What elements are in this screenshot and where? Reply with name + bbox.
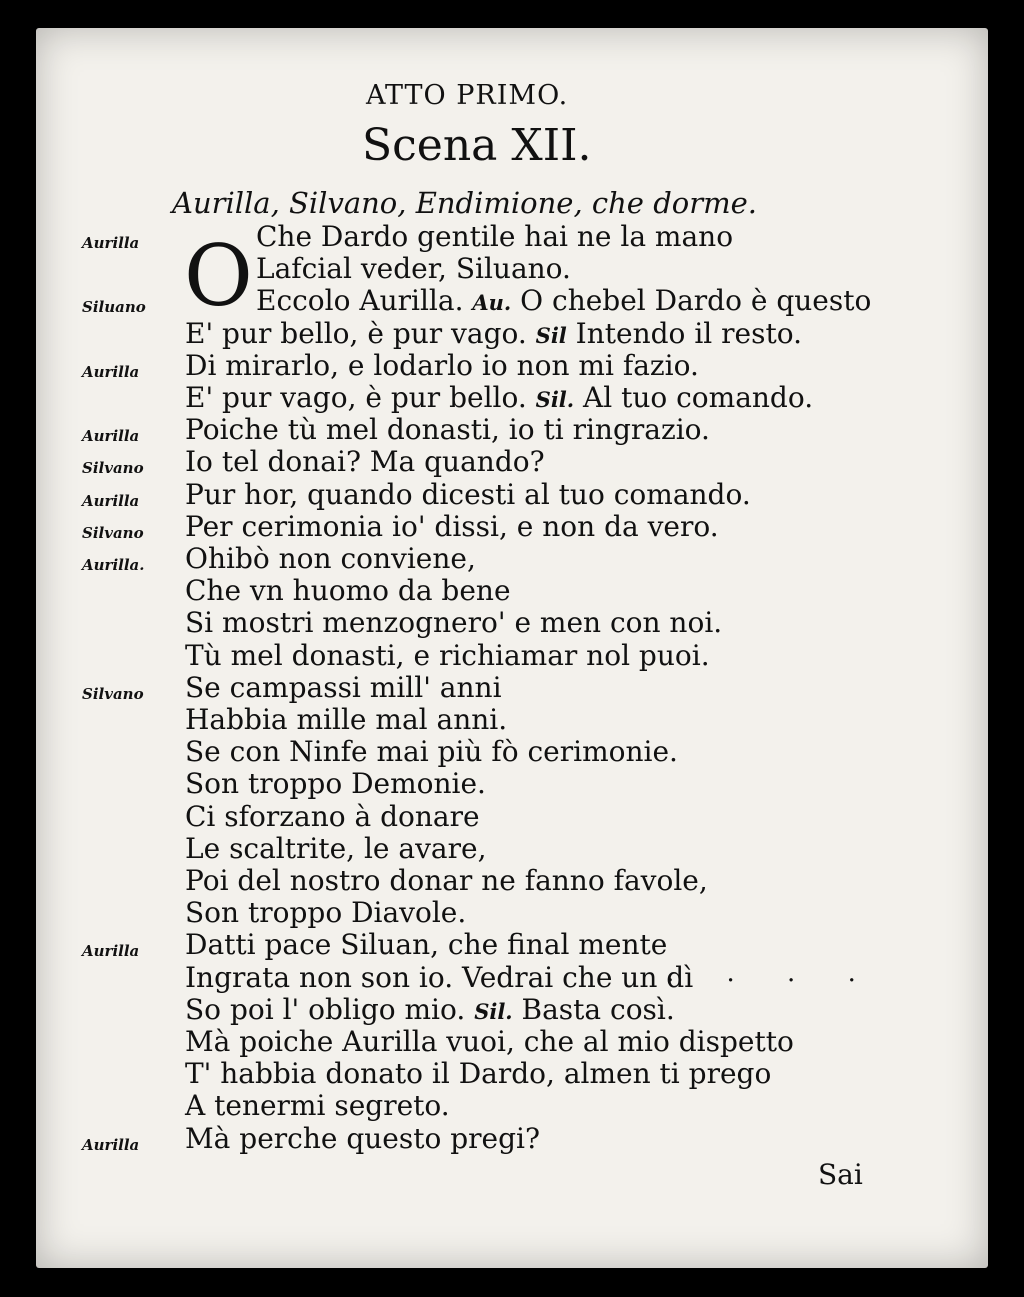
verse-line [185, 542, 476, 575]
line-text: Mà perche questo pregi? [185, 1121, 541, 1155]
verse-line [185, 864, 708, 897]
line-text: Pur hor, quando dicesti al tuo comando. [185, 477, 751, 511]
line-text: T' habbia donato il Dardo, almen ti prego [185, 1057, 772, 1091]
verse-line [185, 1089, 450, 1122]
line-text: Di mirarlo, e lodarlo io non mi fazio. [185, 348, 699, 382]
speaker-label: Aurilla [82, 1135, 140, 1154]
verse-line [185, 1057, 771, 1090]
verse-line [185, 574, 511, 607]
speaker-label: Siluano [82, 298, 146, 317]
verse-line [185, 445, 545, 478]
drop-cap: O [184, 227, 253, 325]
book-page [36, 28, 988, 1268]
verse-line [185, 896, 466, 929]
verse-line [185, 606, 722, 639]
character-list: Aurilla, Silvano, Endimione, che dorme. [172, 186, 757, 220]
line-text: Che Dardo gentile hai ne la mano [256, 220, 734, 253]
line-text: Per cerimonia io' dissi, e non da vero. [185, 509, 719, 543]
verse-line [185, 413, 710, 446]
line-text: A tenermi segreto. [185, 1089, 450, 1123]
speaker-label: Silvano [82, 523, 144, 542]
scene-title: Scena XII. [362, 120, 592, 171]
line-text: O chebel Dardo è questo [511, 284, 872, 318]
act-header: ATTO PRIMO. [366, 80, 569, 111]
line-text: Tù mel donasti, e richiamar nol puoi. [185, 638, 710, 672]
line-text: Se campassi mill' anni [185, 670, 502, 704]
verse-line [185, 349, 699, 382]
verse-line [185, 1122, 540, 1155]
verse-line [185, 767, 486, 800]
line-text: Ingrata non son io. Vedrai che un dì [185, 960, 694, 994]
verse-line [185, 381, 813, 414]
verse-line [185, 961, 693, 994]
line-text: Poiche tù mel donasti, io ti ringrazio. [185, 413, 710, 447]
line-text: Ohibò non conviene, [185, 542, 476, 575]
speaker-label: Silvano [82, 459, 144, 478]
speaker-label: Aurilla [82, 942, 140, 961]
verse-line [185, 478, 751, 511]
line-text: Datti pace Siluan, che final mente [185, 928, 668, 962]
verse-line [185, 928, 667, 961]
verse-line [185, 639, 710, 672]
line-text: So poi l' obligo mio. [185, 992, 475, 1026]
inline-speaker: Sil [535, 322, 567, 348]
verse-line [185, 671, 502, 704]
line-text: Mà poiche Aurilla vuoi, che al mio dispetto [185, 1025, 794, 1058]
speaker-label: Aurilla. [82, 556, 145, 574]
verse-line [185, 1025, 794, 1058]
verse-line [256, 284, 871, 317]
line-text: Eccolo Aurilla. [256, 284, 473, 318]
inline-speaker: Sil. [535, 387, 575, 412]
verse-line [185, 735, 678, 768]
line-text: Basta così. [512, 992, 675, 1026]
verse-line [185, 832, 486, 865]
line-text: Poi del nostro donar ne fanno favole, [185, 864, 708, 897]
speaker-label: Aurilla [82, 362, 140, 381]
line-text: Lafcial veder, Siluano. [256, 252, 571, 286]
line-text: Son troppo Diavole. [185, 896, 467, 930]
line-text: Le scaltrite, le avare, [185, 831, 487, 865]
catchword: Sai [818, 1158, 863, 1191]
speaker-label: Aurilla [82, 427, 140, 446]
ornament-marks: · · · · [666, 966, 878, 996]
line-text: E' pur bello, è pur vago. [185, 316, 536, 350]
line-text: Son troppo Demonie. [185, 767, 486, 801]
speaker-label: Aurilla [82, 234, 140, 252]
verse-line [185, 510, 719, 543]
verse-line [185, 993, 675, 1026]
line-text: E' pur vago, è pur bello. [185, 381, 536, 414]
line-text: Che vn huomo da bene [185, 574, 511, 608]
speaker-label: Silvano [82, 684, 144, 703]
verse-line [256, 252, 571, 285]
line-text: Si mostri menzognero' e men con noi. [185, 606, 723, 640]
inline-speaker: Sil. [474, 998, 513, 1024]
line-text: Habbia mille mal anni. [185, 703, 508, 736]
line-text: Se con Ninfe mai più fò cerimonie. [185, 735, 678, 769]
verse-line [256, 220, 733, 253]
line-text: Intendo il resto. [566, 316, 802, 350]
verse-line [185, 703, 507, 736]
line-text: Io tel donai? Ma quando? [185, 445, 545, 479]
verse-line [185, 800, 480, 833]
speaker-label: Aurilla [82, 491, 140, 510]
verse-line [185, 317, 802, 350]
inline-speaker: Au. [472, 290, 512, 316]
line-text: Ci sforzano à donare [185, 799, 480, 833]
line-text: Al tuo comando. [574, 381, 814, 414]
